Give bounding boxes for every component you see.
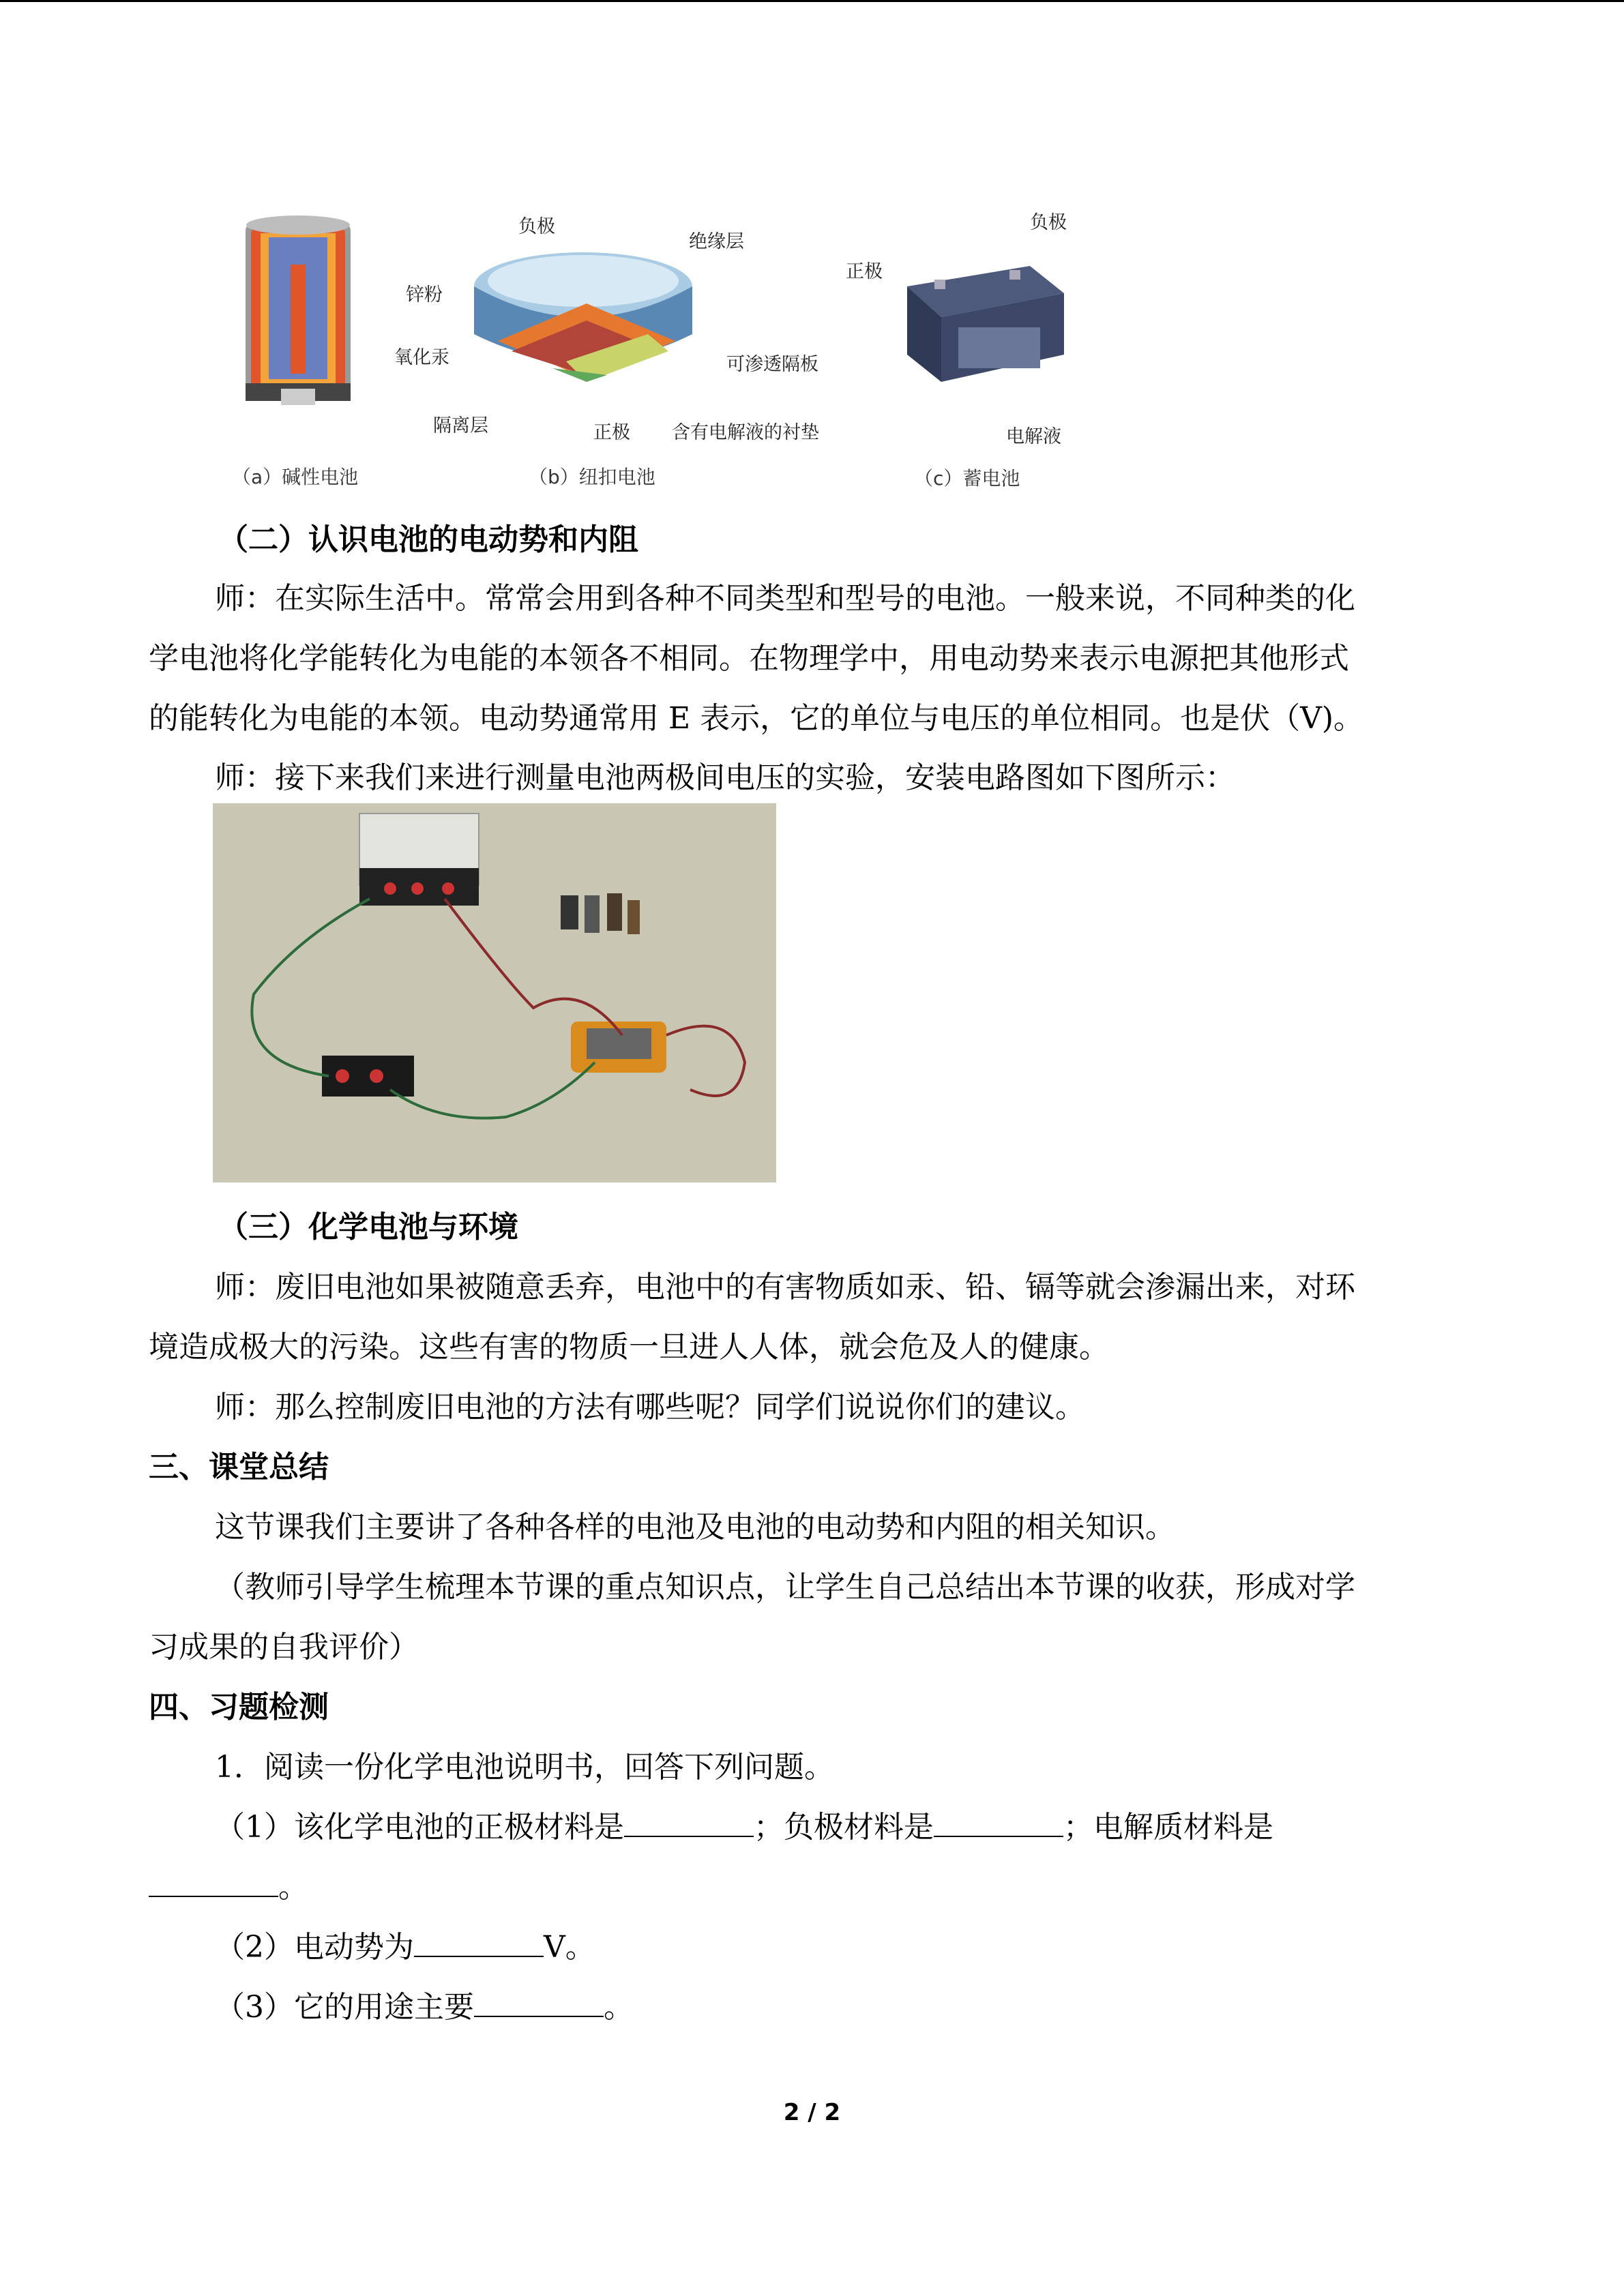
q1-2-label: （2）电动势为 — [215, 1930, 414, 1965]
q1-1-negative-label: ；负极材料是 — [754, 1810, 934, 1845]
figure-caption-a: （a）碱性电池 — [232, 466, 359, 488]
q1-1-end: 。 — [278, 1870, 308, 1905]
negative-material-blank[interactable] — [934, 1806, 1063, 1837]
q1-2-unit: V。 — [544, 1930, 595, 1965]
summary-note-line-2: 习成果的自我评价） — [149, 1630, 419, 1665]
circuit-experiment-photo — [213, 803, 776, 1182]
electrolyte-material-blank[interactable] — [149, 1866, 278, 1897]
label-c-electrolyte: 电解液 — [1006, 426, 1061, 447]
label-c-negative: 负极 — [1030, 212, 1067, 233]
emf-paragraph-line-1: 师：在实际生活中。常常会用到各种不同类型和型号的电池。一般来说，不同种类的化 — [215, 581, 1355, 616]
figure-caption-c: （c）蓄电池 — [914, 467, 1020, 490]
q1-1-electrolyte-label: ；电解质材料是 — [1063, 1810, 1273, 1845]
label-b-mercury-oxide: 氧化汞 — [394, 347, 449, 368]
question-1-1-continued — [149, 1856, 308, 1919]
lead-acid-battery-image — [894, 252, 1071, 389]
label-b-negative: 负极 — [518, 216, 555, 237]
environment-paragraph-line-2: 境造成极大的污染。这些有害的物质一旦进人人体，就会危及人的健康。 — [149, 1330, 1109, 1365]
question-1-3 — [215, 1976, 634, 2039]
page-top-border — [0, 0, 1624, 2]
question-1-1 — [215, 1796, 1273, 1859]
label-b-positive: 正极 — [593, 422, 630, 443]
exercise-heading: 四、习题检测 — [149, 1690, 329, 1725]
summary-note-line-1: （教师引导学生梳理本节课的重点知识点，让学生自己总结出本节课的收获，形成对学 — [215, 1570, 1355, 1605]
label-b-pad: 含有电解液的衬垫 — [672, 422, 819, 443]
usage-blank[interactable] — [474, 1986, 604, 2017]
label-b-isolation: 隔离层 — [433, 415, 488, 436]
question-1: 1．阅读一份化学电池说明书，回答下列问题。 — [215, 1750, 834, 1785]
page-number: 2 / 2 — [783, 2099, 841, 2126]
emf-paragraph-line-2: 学电池将化学能转化为电能的本领各不相同。在物理学中，用电动势来表示电源把其他形式 — [149, 641, 1349, 676]
figure-caption-b: （b）纽扣电池 — [529, 466, 655, 488]
q1-3-end: 。 — [604, 1990, 634, 2025]
alkaline-battery-image — [240, 210, 356, 408]
section-heading-environment: （三）化学电池与环境 — [218, 1210, 518, 1244]
summary-paragraph: 这节课我们主要讲了各种各样的电池及电池的电动势和内阻的相关知识。 — [215, 1510, 1175, 1545]
summary-heading: 三、课堂总结 — [149, 1450, 329, 1485]
emf-blank[interactable] — [414, 1926, 544, 1957]
q1-3-label: （3）它的用途主要 — [215, 1990, 474, 2025]
battery-figure — [218, 198, 1105, 498]
environment-question: 师：那么控制废旧电池的方法有哪些呢？同学们说说你们的建议。 — [215, 1390, 1085, 1425]
environment-paragraph-line-1: 师：废旧电池如果被随意丢弃，电池中的有害物质如汞、铅、镉等就会渗漏出来，对环 — [215, 1270, 1355, 1304]
label-b-insulation: 绝缘层 — [689, 231, 744, 252]
section-heading-emf: （二）认识电池的电动势和内阻 — [218, 522, 638, 557]
question-1-2 — [215, 1916, 595, 1979]
button-battery-image — [471, 239, 696, 402]
experiment-intro: 师：接下来我们来进行测量电池两极间电压的实验，安装电路图如下图所示： — [215, 760, 1235, 795]
positive-material-blank[interactable] — [624, 1806, 754, 1837]
q1-1-positive-label: （1）该化学电池的正极材料是 — [215, 1810, 624, 1845]
label-b-zinc: 锌粉 — [406, 284, 443, 305]
label-b-separator: 可渗透隔板 — [726, 354, 818, 375]
emf-paragraph-line-3: 的能转化为电能的本领。电动势通常用 E 表示，它的单位与电压的单位相同。也是伏（V)。 — [149, 701, 1364, 736]
label-c-positive: 正极 — [846, 261, 883, 282]
